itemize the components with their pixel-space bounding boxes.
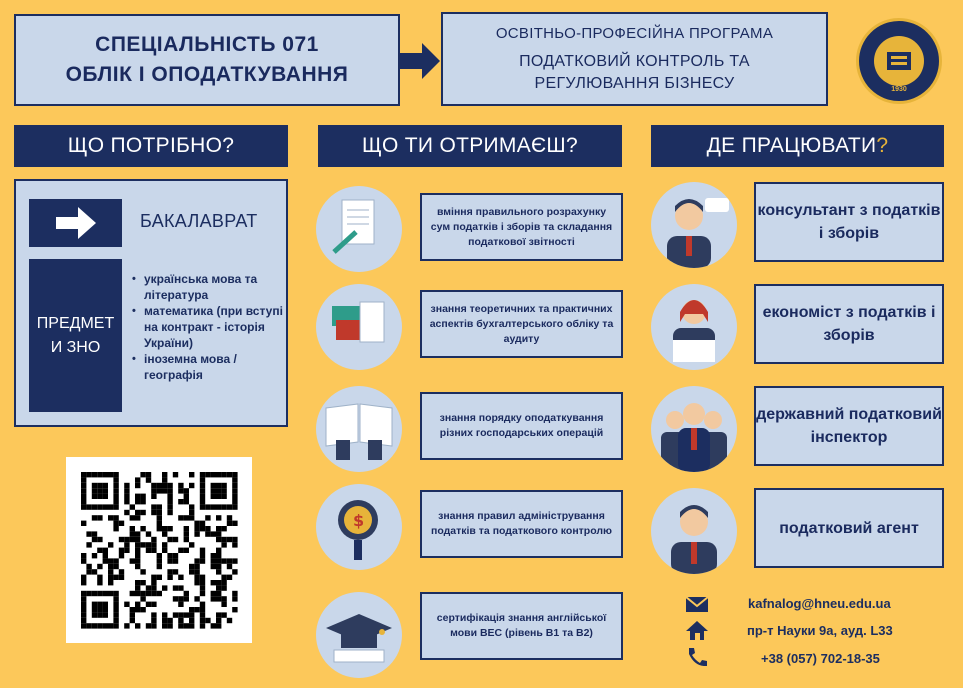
subject-item: • українська мова та література xyxy=(128,271,288,303)
subject-item: • математика (при вступі на контракт - історія України) xyxy=(128,303,288,351)
graduation-cap-icon xyxy=(316,592,402,678)
economist-person-icon xyxy=(651,284,737,370)
qr-code-icon xyxy=(66,457,252,643)
logo-emblem-icon xyxy=(874,36,924,86)
skill-item: знання порядку оподаткування різних господарських операцій xyxy=(420,392,623,460)
skill-item: сертифікація знання англійської мови ВЕС (рівень В1 та В2) xyxy=(420,592,623,660)
header-get: ЩО ТИ ОТРИМАЄШ? xyxy=(318,125,622,167)
job-item: економіст з податків і зборів xyxy=(754,284,944,364)
skill-item: знання правил адміністрування податків та податкового контролю xyxy=(420,490,623,558)
requirements-panel xyxy=(14,179,288,427)
contact-address: пр-т Науки 9а, ауд. L33 xyxy=(747,623,893,638)
consultant-person-icon xyxy=(651,182,737,268)
agent-person-icon xyxy=(651,488,737,574)
subjects-label-line-1: ПРЕДМЕТ xyxy=(36,314,115,332)
program-line-3: РЕГУЛЮВАННЯ БІЗНЕСУ xyxy=(534,75,735,92)
money-receipt-icon xyxy=(316,284,402,370)
arrow-right-icon xyxy=(400,43,440,79)
document-pen-icon xyxy=(316,186,402,272)
arrow-right-icon xyxy=(29,199,122,247)
subjects-label xyxy=(29,259,122,412)
specialty-line-1: СПЕЦІАЛЬНІСТЬ 071 xyxy=(95,33,319,56)
subjects-list xyxy=(128,271,288,383)
subject-item: • іноземна мова / географія xyxy=(128,351,288,383)
subjects-label-line-2: И ЗНО xyxy=(50,338,101,356)
email-icon xyxy=(685,594,709,614)
header-work-question: ? xyxy=(876,134,889,157)
university-logo xyxy=(856,18,942,104)
program-line-1: ОСВІТНЬО-ПРОФЕСІЙНА ПРОГРАМА xyxy=(495,25,774,42)
job-item: консультант з податків і зборів xyxy=(754,182,944,262)
svg-text:$: $ xyxy=(353,511,365,530)
header-need: ЩО ПОТРІБНО? xyxy=(14,125,288,167)
program-title xyxy=(441,12,828,106)
phone-icon xyxy=(685,646,709,666)
skill-item: вміння правильного розрахунку сум податків і зборів та складання податкової звітності xyxy=(420,193,623,261)
magnifier-dollar-icon xyxy=(316,484,402,570)
inspectors-group-icon xyxy=(651,386,737,472)
logo-year: 1930 xyxy=(891,86,907,93)
header-work-text: ДЕ ПРАЦЮВАТИ xyxy=(706,134,877,157)
skill-item: знання теоретичних та практичних аспектів бухгалтерського обліку та аудиту xyxy=(420,290,623,358)
qr-code[interactable] xyxy=(66,457,252,643)
job-item: податковий агент xyxy=(754,488,944,568)
open-book-icon xyxy=(316,386,402,472)
degree-label: БАКАЛАВРАТ xyxy=(140,211,258,231)
header-work xyxy=(651,125,944,167)
home-icon xyxy=(685,620,709,640)
contact-email[interactable]: kafnalog@hneu.edu.ua xyxy=(748,596,891,611)
job-item: державний податковий інспектор xyxy=(754,386,944,466)
specialty-title xyxy=(14,14,400,106)
program-line-2: ПОДАТКОВИЙ КОНТРОЛЬ ТА xyxy=(519,53,750,70)
contact-phone[interactable]: +38 (057) 702-18-35 xyxy=(761,651,880,666)
specialty-line-2: ОБЛІК І ОПОДАТКУВАННЯ xyxy=(65,63,349,86)
